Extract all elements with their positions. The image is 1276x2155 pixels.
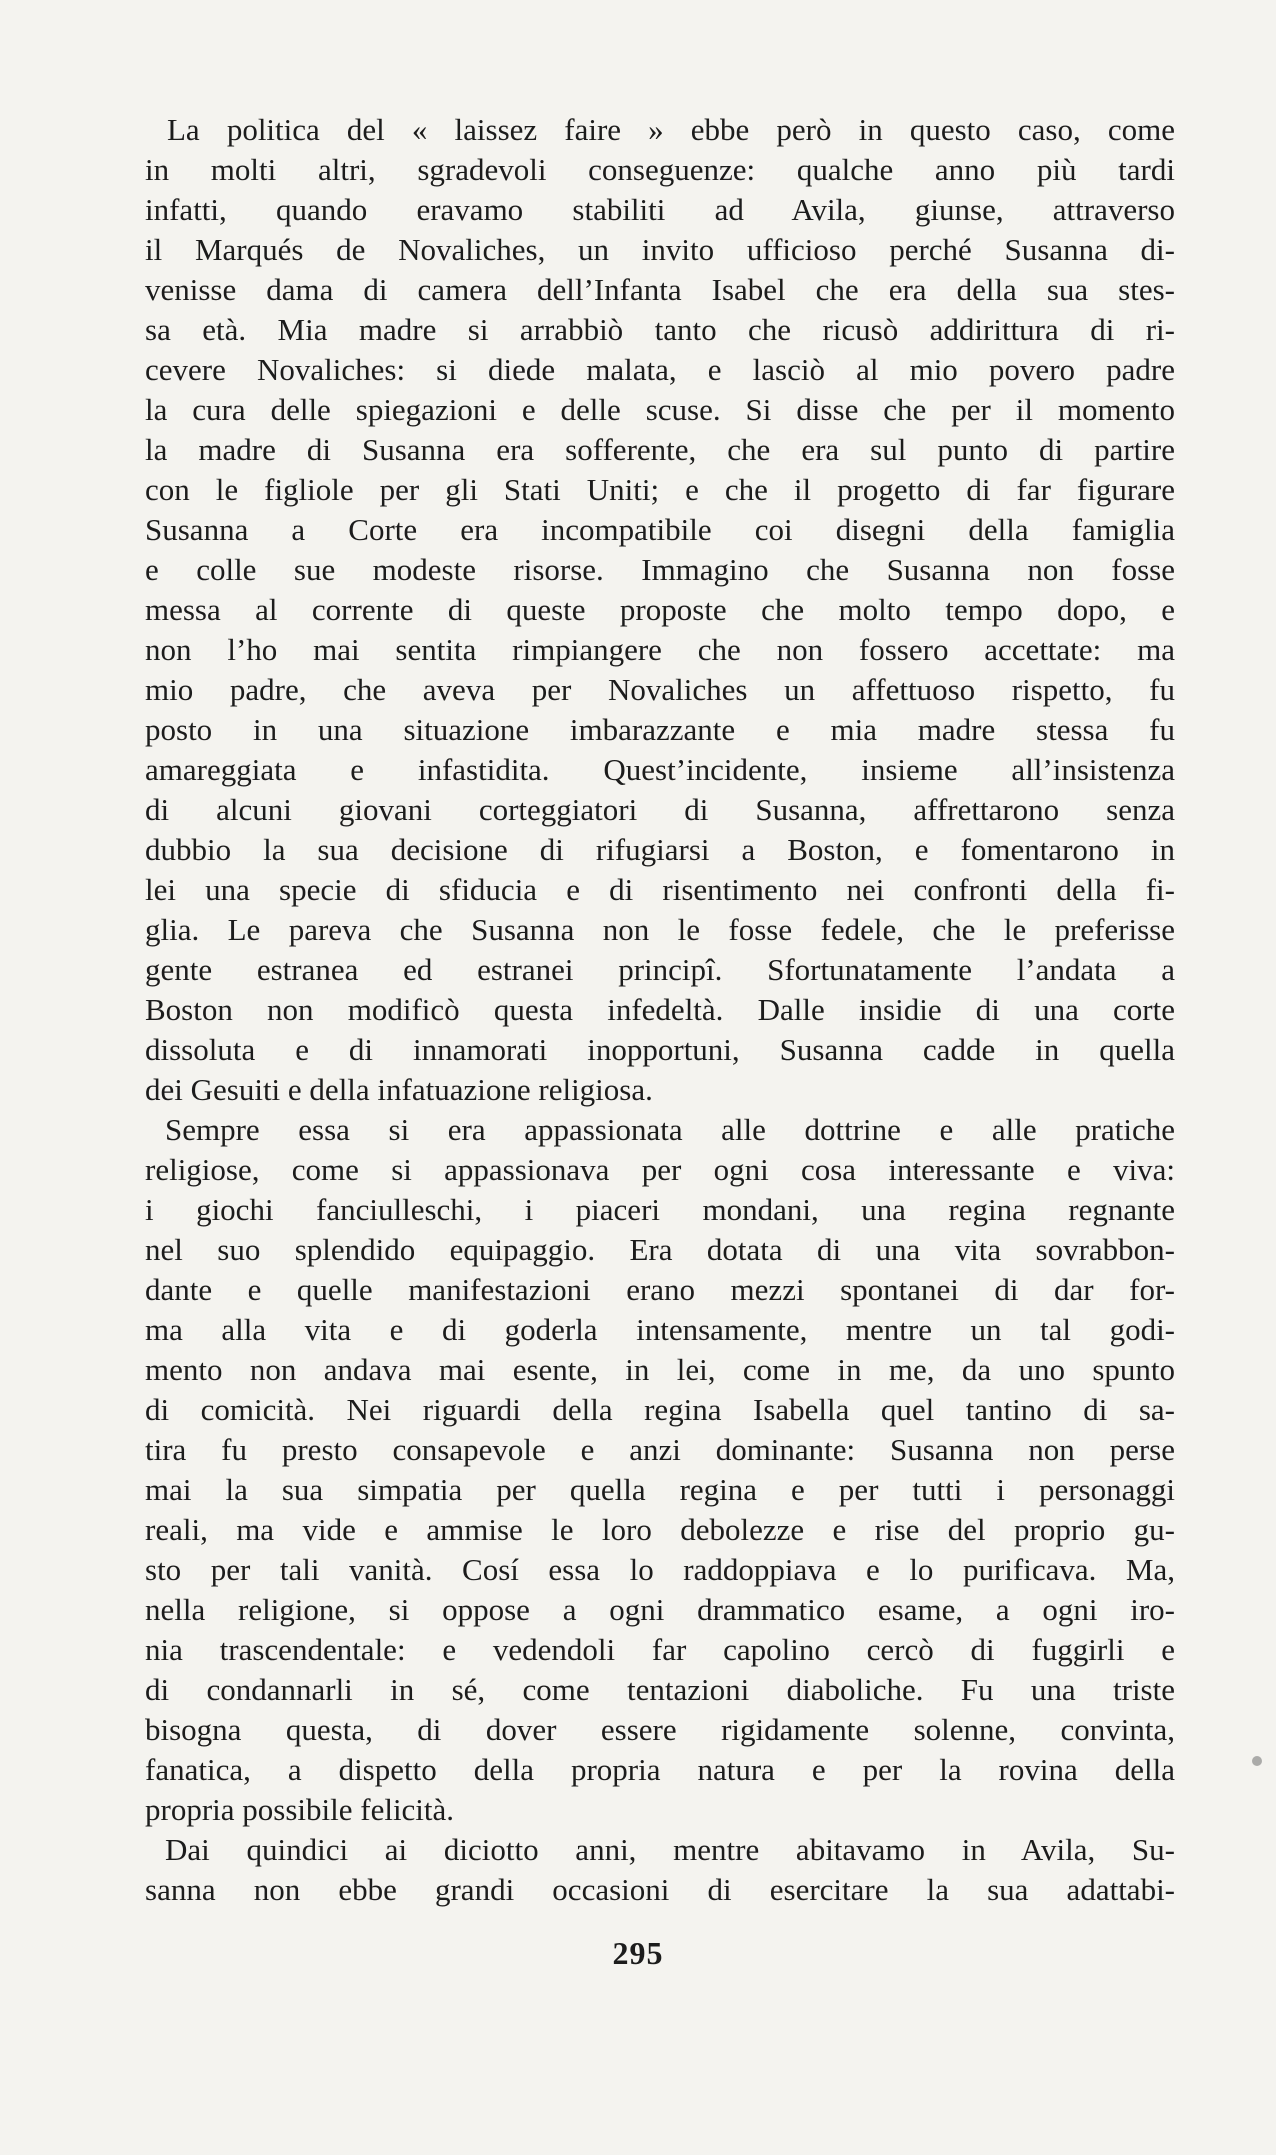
text-line: infatti, quando eravamo stabiliti ad Avila, giunse, attraverso bbox=[145, 192, 1175, 227]
text-line: venisse dama di camera dell’Infanta Isabel che era della sua stes- bbox=[145, 272, 1175, 307]
paragraph-1 bbox=[145, 110, 1175, 1110]
body-text bbox=[145, 110, 1175, 1910]
text-line: nella religione, si oppose a ogni drammatico esame, a ogni iro- bbox=[145, 1592, 1175, 1627]
text-line: Boston non modificò questa infedeltà. Dalle insidie di una corte bbox=[145, 992, 1175, 1027]
text-line: propria possibile felicità. bbox=[145, 1792, 455, 1827]
text-line: mai la sua simpatia per quella regina e per tutti i personaggi bbox=[145, 1472, 1175, 1507]
text-line: sa età. Mia madre si arrabbiò tanto che ricusò addirittura di ri- bbox=[145, 312, 1175, 347]
text-line: gente estranea ed estranei principî. Sfortunatamente l’andata a bbox=[145, 952, 1175, 987]
text-line: la madre di Susanna era sofferente, che era sul punto di partire bbox=[145, 432, 1175, 467]
text-line: di comicità. Nei riguardi della regina Isabella quel tantino di sa- bbox=[145, 1392, 1175, 1427]
text-line: lei una specie di sfiducia e di risentimento nei confronti della fi- bbox=[145, 872, 1175, 907]
text-line: ma alla vita e di goderla intensamente, mentre un tal godi- bbox=[145, 1312, 1175, 1347]
text-line: religiose, come si appassionava per ogni cosa interessante e viva: bbox=[145, 1152, 1175, 1187]
text-line: sanna non ebbe grandi occasioni di esercitare la sua adattabi- bbox=[145, 1872, 1175, 1907]
text-line: La politica del « laissez faire » ebbe però in questo caso, come bbox=[167, 112, 1175, 147]
text-line: nia trascendentale: e vedendoli far capolino cercò di fuggirli e bbox=[145, 1632, 1175, 1667]
text-line: con le figliole per gli Stati Uniti; e che il progetto di far figurare bbox=[145, 472, 1175, 507]
text-line: messa al corrente di queste proposte che molto tempo dopo, e bbox=[145, 592, 1175, 627]
text-line: amareggiata e infastidita. Quest’incidente, insieme all’insistenza bbox=[145, 752, 1175, 787]
text-line: dante e quelle manifestazioni erano mezzi spontanei di dar for- bbox=[145, 1272, 1175, 1307]
text-line: cevere Novaliches: si diede malata, e lasciò al mio povero padre bbox=[145, 352, 1175, 387]
text-line: mento non andava mai esente, in lei, come in me, da uno spunto bbox=[145, 1352, 1175, 1387]
text-line: nel suo splendido equipaggio. Era dotata di una vita sovrabbon- bbox=[145, 1232, 1175, 1267]
text-line: non l’ho mai sentita rimpiangere che non fossero accettate: ma bbox=[145, 632, 1175, 667]
text-line: reali, ma vide e ammise le loro debolezze e rise del proprio gu- bbox=[145, 1512, 1175, 1547]
text-line: sto per tali vanità. Cosí essa lo raddoppiava e lo purificava. Ma, bbox=[145, 1552, 1175, 1587]
text-line: di alcuni giovani corteggiatori di Susanna, affrettarono senza bbox=[145, 792, 1175, 827]
paragraph-3 bbox=[145, 1830, 1175, 1910]
text-line: Sempre essa si era appassionata alle dottrine e alle pratiche bbox=[165, 1112, 1175, 1147]
text-line: posto in una situazione imbarazzante e mia madre stessa fu bbox=[145, 712, 1175, 747]
text-line: bisogna questa, di dover essere rigidamente solenne, convinta, bbox=[145, 1712, 1175, 1747]
paragraph-2 bbox=[145, 1110, 1175, 1830]
text-line: il Marqués de Novaliches, un invito ufficioso perché Susanna di- bbox=[145, 232, 1175, 267]
text-line: fanatica, a dispetto della propria natura e per la rovina della bbox=[145, 1752, 1175, 1787]
page-number: 295 bbox=[612, 1935, 664, 1971]
text-line: la cura delle spiegazioni e delle scuse. Si disse che per il momento bbox=[145, 392, 1175, 427]
text-line: dissoluta e di innamorati inopportuni, Susanna cadde in quella bbox=[145, 1032, 1175, 1067]
text-line: mio padre, che aveva per Novaliches un affettuoso rispetto, fu bbox=[145, 672, 1175, 707]
text-line: dei Gesuiti e della infatuazione religiosa. bbox=[145, 1072, 653, 1107]
text-line: dubbio la sua decisione di rifugiarsi a Boston, e fomentarono in bbox=[145, 832, 1175, 867]
text-line: e colle sue modeste risorse. Immagino che Susanna non fosse bbox=[145, 552, 1175, 587]
text-line: di condannarli in sé, come tentazioni diaboliche. Fu una triste bbox=[145, 1672, 1175, 1707]
text-line: Susanna a Corte era incompatibile coi disegni della famiglia bbox=[145, 512, 1175, 547]
text-line: i giochi fanciulleschi, i piaceri mondani, una regina regnante bbox=[145, 1192, 1175, 1227]
text-line: Dai quindici ai diciotto anni, mentre abitavamo in Avila, Su- bbox=[165, 1832, 1175, 1867]
text-line: tira fu presto consapevole e anzi dominante: Susanna non perse bbox=[145, 1432, 1175, 1467]
text-line: in molti altri, sgradevoli conseguenze: qualche anno più tardi bbox=[145, 152, 1175, 187]
text-line: glia. Le pareva che Susanna non le fosse fedele, che le preferisse bbox=[145, 912, 1175, 947]
paper-speck-decoration bbox=[1252, 1756, 1262, 1766]
